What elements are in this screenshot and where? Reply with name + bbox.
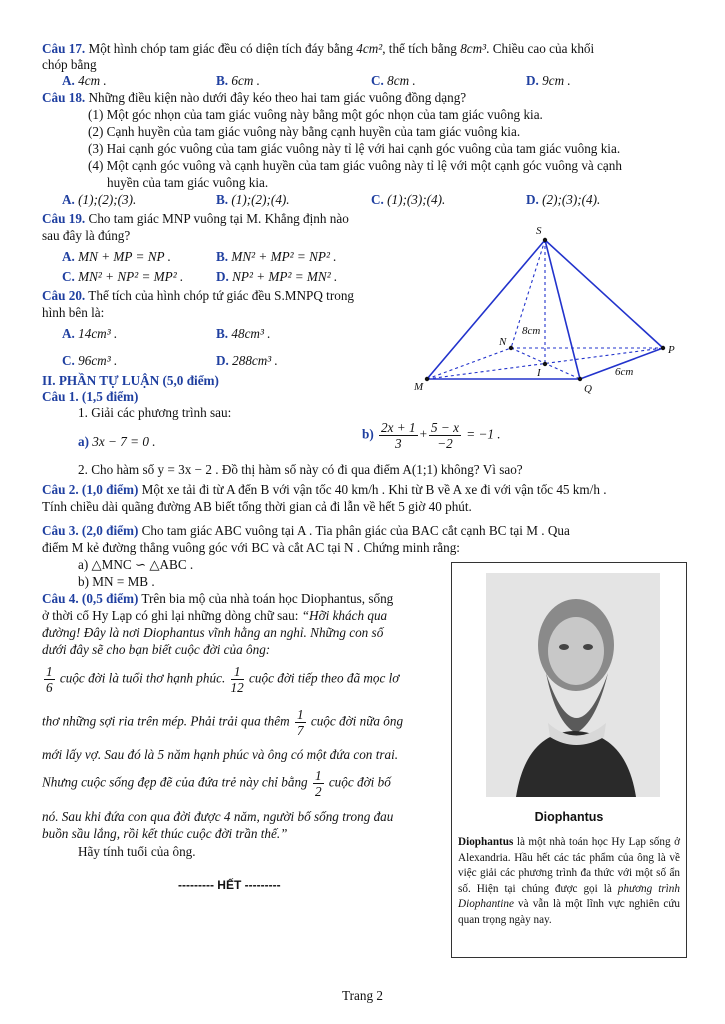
q17-option-b[interactable]: B. 6cm . [216, 73, 260, 88]
c1-b-frac1: $\frac{2x + 1}{3}$ [381, 420, 416, 451]
q18-option-c[interactable]: C. (1);(3);(4). [371, 192, 446, 207]
c2: Câu 2. (1,0 điểm) Một xe tải đi từ A đến B với vận tốc 40 km/h . Khi từ B về A xe đi với vận tốc 45 km/h . [42, 482, 607, 497]
c4-line2: ở thời cổ Hy Lạp có ghi lại những dòng chữ sau: “Hỡi khách qua [42, 608, 388, 623]
frac-1-12: $\frac{1}{12}$ [230, 664, 244, 695]
pyramid-figure [405, 222, 690, 402]
page-number: Trang 2 [342, 988, 383, 1003]
q18-option-d[interactable]: D. (2);(3);(4). [526, 192, 601, 207]
q20-option-b[interactable]: B. 48cm³ . [216, 326, 271, 341]
q17-text-a: Một hình chóp tam giác đều có diện tích đáy bằng [88, 41, 353, 56]
label-side: 6cm [615, 366, 634, 378]
q19-line2: sau đây là đúng? [42, 228, 131, 243]
label-height: 8cm [522, 325, 541, 337]
q19-option-d[interactable]: D. NP² + MP² = MN² . [216, 269, 338, 284]
q19-line1: Cho tam giác MNP vuông tại M. Khẳng định nào [88, 211, 349, 226]
c4-question: Hãy tính tuổi của ông. [78, 844, 196, 859]
q17-text-b: , thể tích bằng [382, 41, 457, 56]
portrait-caption: Diophantus [534, 810, 604, 824]
q17-option-a[interactable]: A. 4cm . [62, 73, 107, 88]
c1-part2: 2. Cho hàm số y = 3x − 2 . Đồ thị hàm số này có đi qua điểm A(1;1) không? Vì sao? [78, 462, 523, 477]
q18-label: Câu 18. [42, 90, 86, 105]
label-P: P [668, 344, 675, 356]
q19-option-c[interactable]: C. MN² + NP² = MP² . [62, 269, 184, 284]
q18-option-b[interactable]: B. (1);(2);(4). [216, 192, 290, 207]
label-M: M [414, 381, 424, 393]
c4-line5: $\frac{1}{6}$ cuộc đời là tuổi thơ hạnh phúc. $\frac{1}{12}$ cuộc đời tiếp theo đã mọc lơ [46, 664, 400, 695]
q18-item-4-cont: huyền của tam giác vuông kia. [107, 175, 269, 190]
diophantus-box [451, 562, 687, 958]
q19-option-b[interactable]: B. MN² + MP² = NP² . [216, 249, 337, 264]
q19-label: Câu 19. [42, 211, 86, 226]
diophantus-description: Diophantus là một nhà toán học Hy Lạp sống ở Alexandria. Hầu hết các tác phẩm của ông là về việc giải các phương trình đa thức với một số ẩn số. Hiện tại chúng được gọi là phương trình Diophantine và vẫn là một lĩnh vực nghiên cứu quan trọng ngày nay. [458, 836, 681, 926]
c4-line4: dưới đây sẽ cho bạn biết cuộc đời của ông: [42, 642, 271, 657]
q20-option-a[interactable]: A. 14cm³ . [62, 326, 118, 341]
q17-line2: chóp bằng [42, 57, 97, 72]
q19-option-a[interactable]: A. MN + MP = NP . [62, 249, 171, 264]
question-18 [42, 89, 466, 106]
q18-item-1: (1) Một góc nhọn của tam giác vuông này bằng một góc nhọn của tam giác vuông kia. [88, 107, 543, 122]
q17-text-c: . Chiều cao của khối [486, 41, 595, 56]
q17-label: Câu 17. [42, 41, 86, 56]
q20-option-d[interactable]: D. 288cm³ . [216, 353, 278, 368]
c3-line2: điểm M kẻ đường thẳng vuông góc với BC và cắt AC tại N . Chứng minh rằng: [42, 540, 460, 555]
edge-SQ [545, 240, 580, 379]
label-S: S [536, 225, 542, 237]
q18-item-4: (4) Một cạnh góc vuông và cạnh huyền của tam giác vuông này tỉ lệ với một cạnh góc vuông và cạnh [88, 158, 622, 173]
q20-line1: Thể tích của hình chóp tứ giác đều S.MNPQ trong [88, 288, 355, 303]
question-19 [42, 210, 349, 227]
q17-base: 4cm² [356, 41, 383, 56]
q18-item-2: (2) Cạnh huyền của tam giác vuông này bằng cạnh huyền của tam giác vuông kia. [88, 124, 521, 139]
c1-a: a) 3x − 7 = 0 . [78, 434, 156, 449]
c1-label: Câu 1. (1,5 điểm) [42, 389, 139, 404]
q17-volume: 8cm³ [460, 41, 487, 56]
c1-b-frac2: $\frac{5 - x}{-2}$ [431, 420, 459, 451]
c3: Câu 3. (2,0 điểm) Cho tam giác ABC vuông tại A . Tia phân giác của BAC cắt cạnh BC tại M . Qua [42, 523, 570, 538]
c4-line9: nó. Sau khi đứa con qua đời được 4 năm, người bố sống trong đau [42, 809, 394, 824]
q18-item-3: (3) Hai cạnh góc vuông của tam giác vuông này tỉ lệ với hai cạnh góc vuông của tam giác vuông kia. [88, 141, 621, 156]
c4-line10: buồn sầu lắng, rồi kết thúc cuộc đời trần thế.” [42, 826, 288, 841]
edge-SM [427, 240, 545, 379]
c1-part1: 1. Giải các phương trình sau: [78, 405, 232, 420]
q18-option-a[interactable]: A. (1);(2);(3). [62, 192, 137, 207]
c4-line8: Nhưng cuộc sống đẹp đẽ của đứa trẻ này chỉ bằng $\frac{1}{2}$ cuộc đời bố [42, 768, 391, 799]
c4-line3: đường! Đây là nơi Diophantus vĩnh hằng an nghỉ. Những con số [42, 625, 384, 640]
c4-line7: mới lấy vợ. Sau đó là 5 năm hạnh phúc và ông có một đứa con trai. [42, 747, 399, 762]
q17-option-c[interactable]: C. 8cm . [371, 73, 416, 88]
q20-option-c[interactable]: C. 96cm³ . [62, 353, 118, 368]
c2-line2: Tính chiều dài quãng đường AB biết tổng thời gian cả đi lẫn về hết 5 giờ 40 phút. [42, 499, 472, 514]
frac-1-6: $\frac{1}{6}$ [46, 664, 53, 695]
end-marker: --------- HẾT --------- [178, 878, 281, 892]
frac-1-2: $\frac{1}{2}$ [314, 768, 322, 799]
question-17 [42, 40, 687, 57]
q18-text: Những điều kiện nào dưới đây kéo theo hai tam giác vuông đồng dạng? [88, 90, 467, 105]
c3-b: b) MN = MB . [78, 574, 155, 589]
q20-label: Câu 20. [42, 288, 86, 303]
label-I: I [537, 367, 541, 379]
c4: Câu 4. (0,5 điểm) Trên bia mộ của nhà toán học Diophantus, sống [42, 591, 394, 606]
edge-SP [545, 240, 663, 348]
c3-a: a) △MNC ∽ △ABC . [78, 557, 194, 572]
q20-line2: hình bên là: [42, 305, 105, 320]
c4-line6: thơ những sợi ria trên mép. Phải trải qua thêm $\frac{1}{7}$ cuộc đời nữa ông [42, 707, 404, 738]
label-Q: Q [584, 383, 592, 395]
q17-option-d[interactable]: D. 9cm . [526, 73, 571, 88]
frac-1-7: $\frac{1}{7}$ [296, 707, 304, 738]
question-20 [42, 287, 354, 304]
part2-title: II. PHẦN TỰ LUẬN (5,0 điểm) [42, 373, 219, 388]
diophantus-portrait [486, 573, 660, 797]
label-N: N [499, 336, 507, 348]
c1-b: b) $\frac{2x + 1}{3}$ + $\frac{5 - x}{-2}$ = −1 . [362, 420, 501, 451]
